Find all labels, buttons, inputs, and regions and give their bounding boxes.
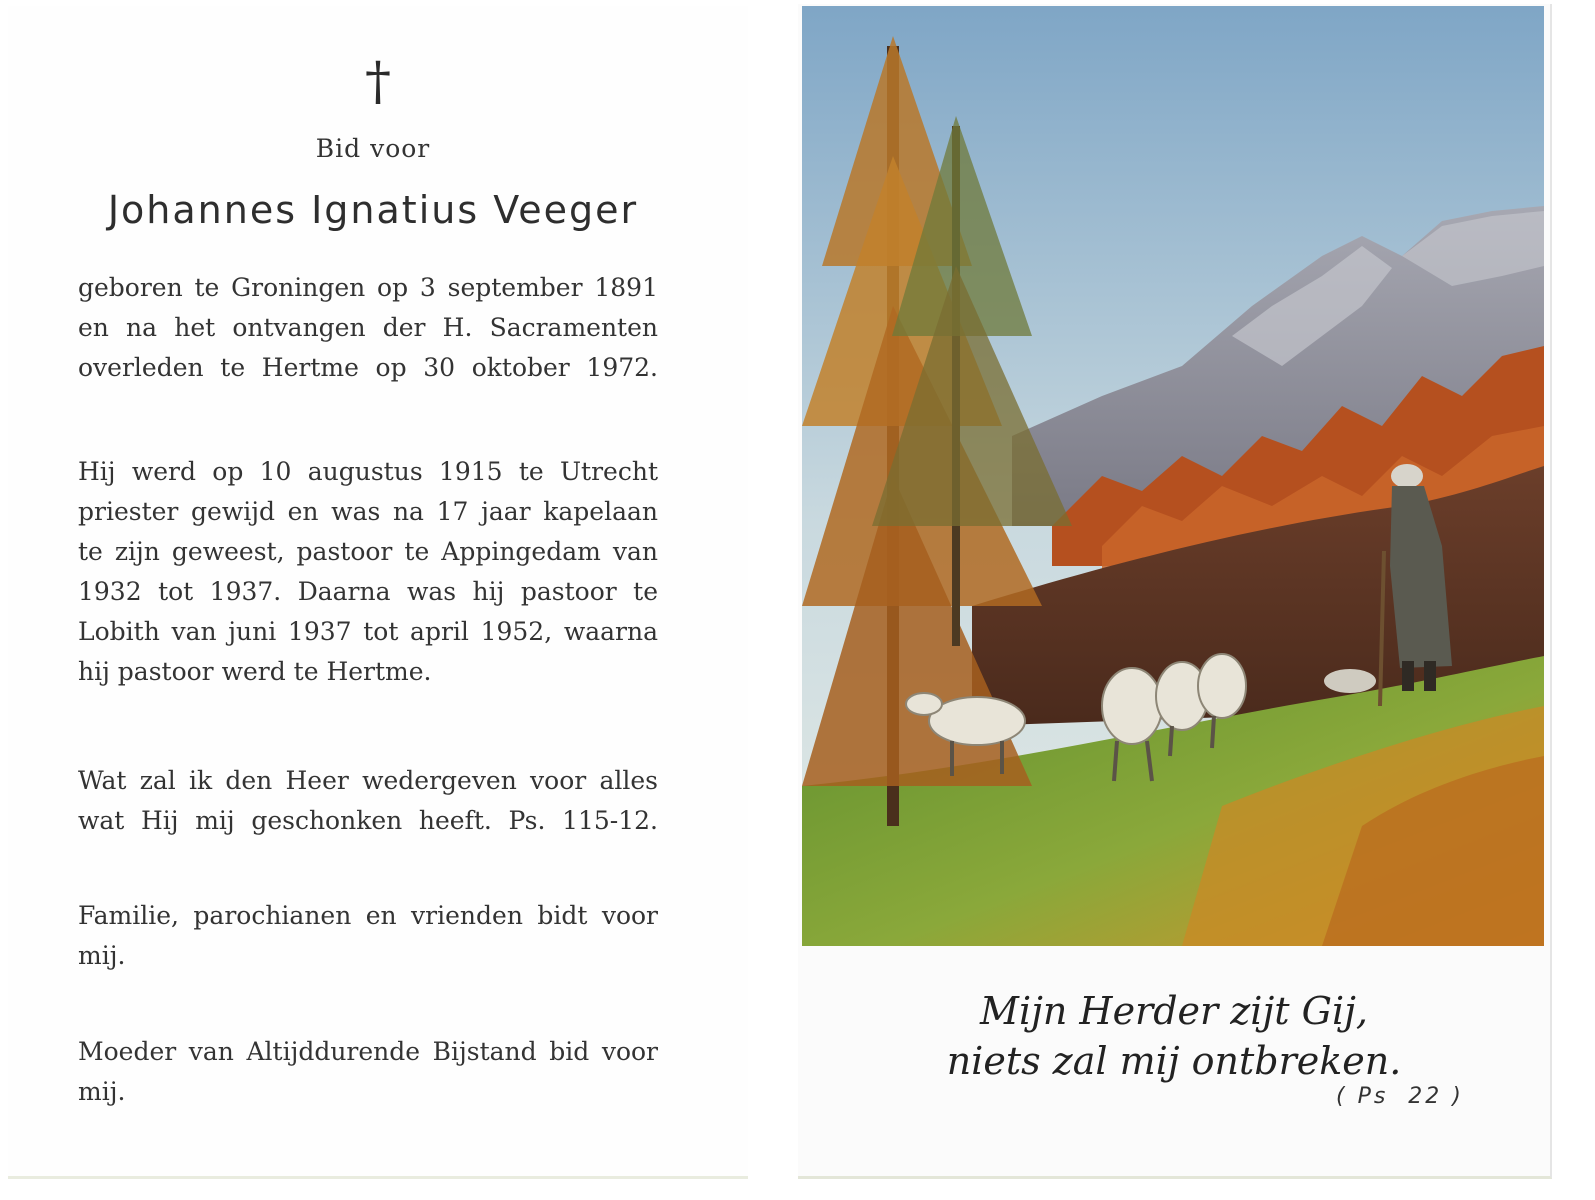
- text-line: geboren te Groningen op 3 september 1891: [78, 273, 658, 302]
- memorial-text-card: [8, 6, 748, 1179]
- text-line: priester gewijd en was na 17 jaar kapelaan: [78, 497, 658, 526]
- cross-icon: †: [365, 52, 391, 112]
- psalm-reference: ( Ps 22 ): [1336, 1084, 1464, 1109]
- text-line: Hij werd op 10 augustus 1915 te Utrecht: [78, 457, 658, 486]
- career-paragraph: [78, 452, 658, 692]
- text-line: overleden te Hertme op 30 oktober 1972.: [78, 353, 658, 382]
- text-line: mij.: [78, 941, 126, 970]
- memorial-picture-card: [798, 4, 1552, 1179]
- birth-death-paragraph: [78, 268, 658, 388]
- family-prayer-paragraph: [78, 896, 658, 976]
- deceased-name: Johannes Ignatius Veeger: [107, 188, 639, 232]
- text-line: hij pastoor werd te Hertme.: [78, 657, 432, 686]
- text-line: Moeder van Altijddurende Bijstand bid voor: [78, 1037, 658, 1066]
- text-line: te zijn geweest, pastoor te Appingedam van: [78, 537, 658, 566]
- caption-line-1: Mijn Herder zijt Gij,: [980, 989, 1368, 1033]
- text-line: wat Hij mij geschonken heeft. Ps. 115-12.: [78, 806, 658, 835]
- psalm-quote-paragraph: [78, 761, 658, 841]
- text-line: Familie, parochianen en vrienden bidt voor: [78, 901, 658, 930]
- text-line: Lobith van juni 1937 tot april 1952, waarna: [78, 617, 658, 646]
- text-line: Wat zal ik den Heer wedergeven voor alles: [78, 766, 658, 795]
- shepherd-landscape-photo: [802, 6, 1544, 946]
- text-line: mij.: [78, 1077, 126, 1106]
- caption-line-2: niets zal mij ontbreken.: [946, 1039, 1402, 1083]
- mother-prayer-paragraph: [78, 1032, 658, 1112]
- text-line: en na het ontvangen der H. Sacramenten: [78, 313, 658, 342]
- text-line: 1932 tot 1937. Daarna was hij pastoor te: [78, 577, 658, 606]
- prayer-heading: Bid voor: [315, 134, 431, 163]
